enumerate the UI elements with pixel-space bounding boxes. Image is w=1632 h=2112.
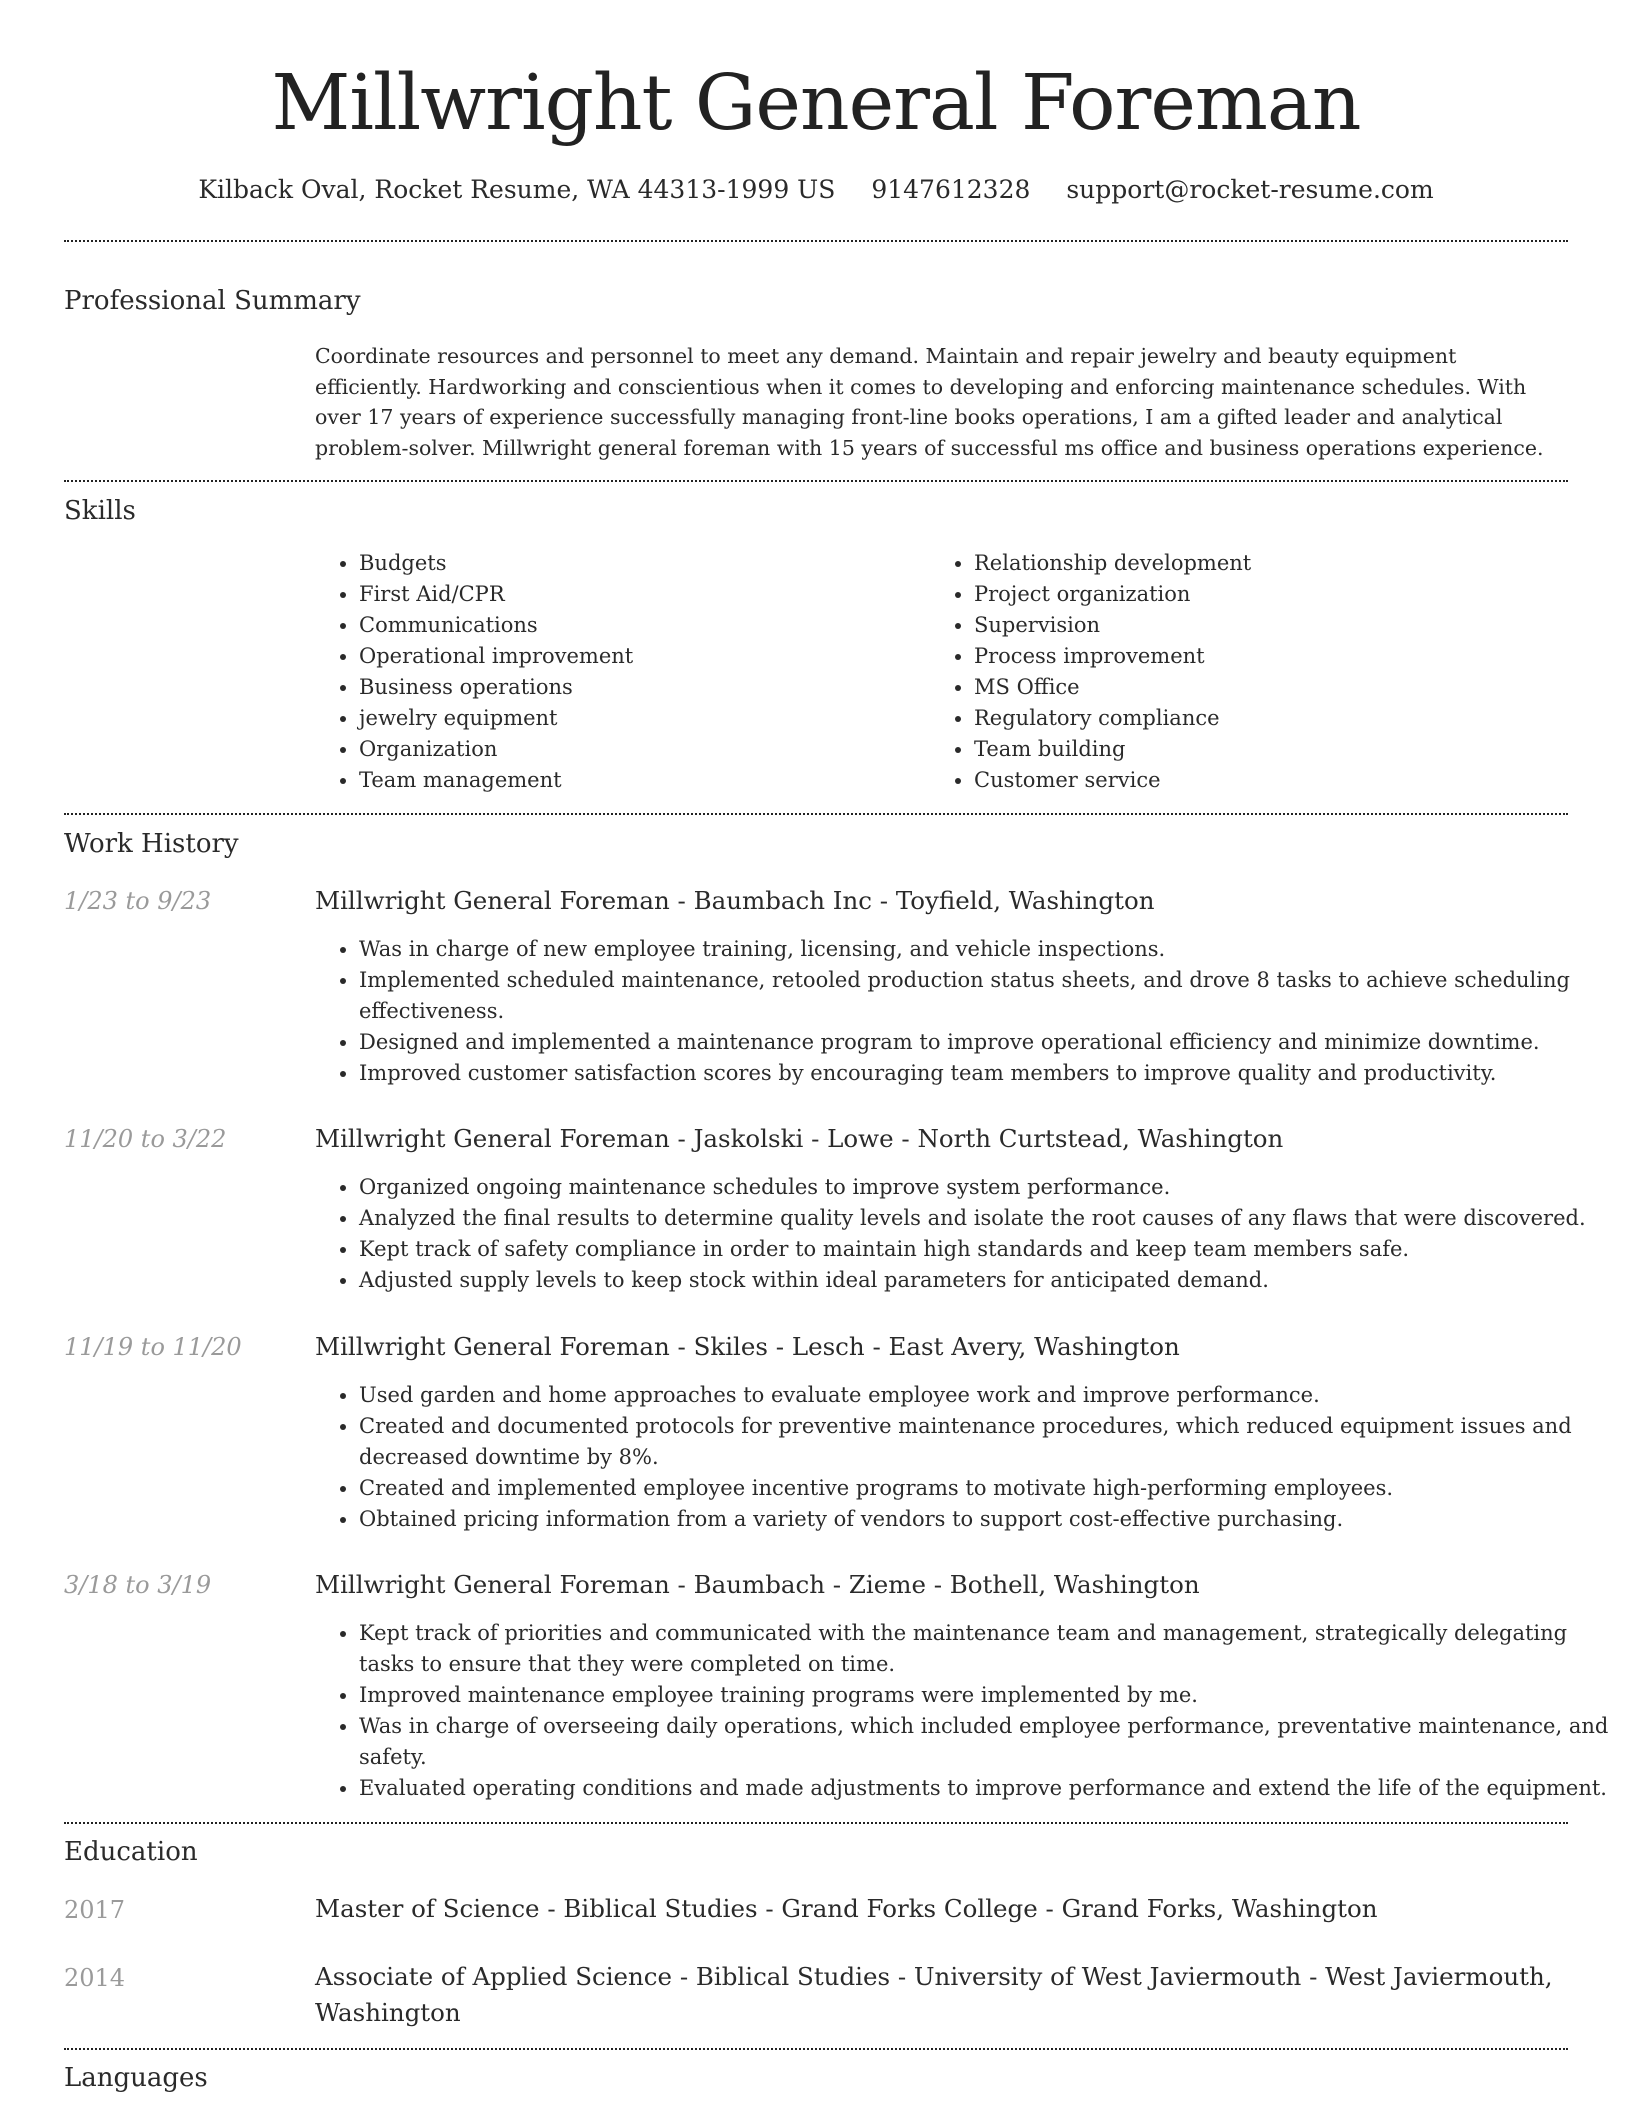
job-title: Millwright General Foreman - Skiles - Lesch - East Avery, Washington	[315, 1332, 1180, 1361]
skill-item: • First Aid/CPR	[359, 579, 633, 610]
contact-address: Kilback Oval, Rocket Resume, WA 44313-1999 US	[198, 175, 836, 204]
job-bullet: • Adjusted supply levels to keep stock within ideal parameters for anticipated demand.	[359, 1265, 1619, 1296]
job-dates: 3/18 to 3/19	[64, 1571, 212, 1599]
skill-item: • Budgets	[359, 548, 633, 579]
summary-text: Coordinate resources and personnel to meet any demand. Maintain and repair jewelry and beauty equipment efficiently. Hardworking and conscientious when it comes to developing and enforcing maintenance schedules. With over 17 years of experience successfully managing front-line books operations, I am a gifted leader and analytical problem-solver. Millwright general foreman with 15 years of successful ms office and business operations experience.	[315, 344, 1544, 460]
section-title-skills: Skills	[64, 496, 136, 526]
job-bullet: • Was in charge of new employee training, licensing, and vehicle inspections.	[359, 934, 1619, 965]
job-dates: 11/20 to 3/22	[64, 1125, 227, 1153]
job-bullet: • Implemented scheduled maintenance, retooled production status sheets, and drove 8 tasks to achieve scheduling effectiveness.	[359, 965, 1619, 1027]
job-bullet: • Obtained pricing information from a variety of vendors to support cost-effective purchasing.	[359, 1504, 1619, 1535]
job-bullet: • Created and documented protocols for preventive maintenance procedures, which reduced equipment issues and decreased downtime by 8%.	[359, 1411, 1619, 1473]
job-title: Millwright General Foreman - Baumbach Inc - Toyfield, Washington	[315, 886, 1155, 915]
job-bullet: • Was in charge of overseeing daily operations, which included employee performance, preventative maintenance, and safety.	[359, 1711, 1619, 1773]
resume-name: Millwright General Foreman	[271, 59, 1361, 148]
education-year: 2017	[64, 1896, 126, 1924]
job-bullet: • Created and implemented employee incentive programs to motivate high-performing employees.	[359, 1473, 1619, 1504]
skill-item: • Organization	[359, 734, 633, 765]
job-bullet: • Designed and implemented a maintenance program to improve operational efficiency and minimize downtime.	[359, 1027, 1619, 1058]
section-title-languages: Languages	[64, 2063, 208, 2093]
job-title: Millwright General Foreman - Baumbach - Zieme - Bothell, Washington	[315, 1570, 1200, 1599]
contact-email: support@rocket-resume.com	[1066, 175, 1434, 204]
job-bullets	[315, 1172, 1619, 1296]
education-entry: Associate of Applied Science - Biblical Studies - University of West Javiermouth - West Javiermouth, Washington	[315, 1962, 1553, 2027]
divider	[64, 480, 1568, 482]
education-entry: Master of Science - Biblical Studies - Grand Forks College - Grand Forks, Washington	[315, 1894, 1378, 1923]
job-bullets	[315, 1380, 1619, 1535]
skill-item: • jewelry equipment	[359, 703, 633, 734]
skill-item: • MS Office	[974, 672, 1251, 703]
divider	[64, 813, 1568, 815]
skills-list-left	[315, 548, 633, 796]
skill-item: • Supervision	[974, 610, 1251, 641]
job-bullet: • Analyzed the final results to determine quality levels and isolate the root causes of any flaws that were discovered.	[359, 1203, 1619, 1234]
job-dates: 11/19 to 11/20	[64, 1333, 242, 1361]
skill-item: • Team building	[974, 734, 1251, 765]
job-dates: 1/23 to 9/23	[64, 887, 212, 915]
section-title-work-history: Work History	[64, 829, 239, 859]
skill-item: • Relationship development	[974, 548, 1251, 579]
skill-item: • Business operations	[359, 672, 633, 703]
job-bullet: • Kept track of priorities and communicated with the maintenance team and management, strategically delegating tasks to ensure that they were completed on time.	[359, 1618, 1619, 1680]
skill-item: • Regulatory compliance	[974, 703, 1251, 734]
job-bullet: • Used garden and home approaches to evaluate employee work and improve performance.	[359, 1380, 1619, 1411]
divider	[64, 2048, 1568, 2050]
skill-item: • Team management	[359, 765, 633, 796]
contact-phone: 9147612328	[871, 175, 1031, 204]
education-year: 2014	[64, 1964, 126, 1992]
job-bullets	[315, 1618, 1619, 1804]
skill-item: • Customer service	[974, 765, 1251, 796]
skill-item: • Operational improvement	[359, 641, 633, 672]
job-bullet: • Organized ongoing maintenance schedules to improve system performance.	[359, 1172, 1619, 1203]
job-bullets	[315, 934, 1619, 1089]
divider	[64, 1822, 1568, 1824]
job-title: Millwright General Foreman - Jaskolski - Lowe - North Curtstead, Washington	[315, 1124, 1284, 1153]
skill-item: • Process improvement	[974, 641, 1251, 672]
contact-line	[0, 172, 1632, 208]
section-title-summary: Professional Summary	[64, 286, 361, 316]
section-title-education: Education	[64, 1837, 198, 1867]
skill-item: • Project organization	[974, 579, 1251, 610]
skills-list-right	[930, 548, 1251, 796]
divider	[64, 240, 1568, 242]
job-bullet: • Improved maintenance employee training programs were implemented by me.	[359, 1680, 1619, 1711]
job-bullet: • Improved customer satisfaction scores by encouraging team members to improve quality and productivity.	[359, 1058, 1619, 1089]
skill-item: • Communications	[359, 610, 633, 641]
job-bullet: • Kept track of safety compliance in order to maintain high standards and keep team members safe.	[359, 1234, 1619, 1265]
job-bullet: • Evaluated operating conditions and made adjustments to improve performance and extend the life of the equipment.	[359, 1773, 1619, 1804]
